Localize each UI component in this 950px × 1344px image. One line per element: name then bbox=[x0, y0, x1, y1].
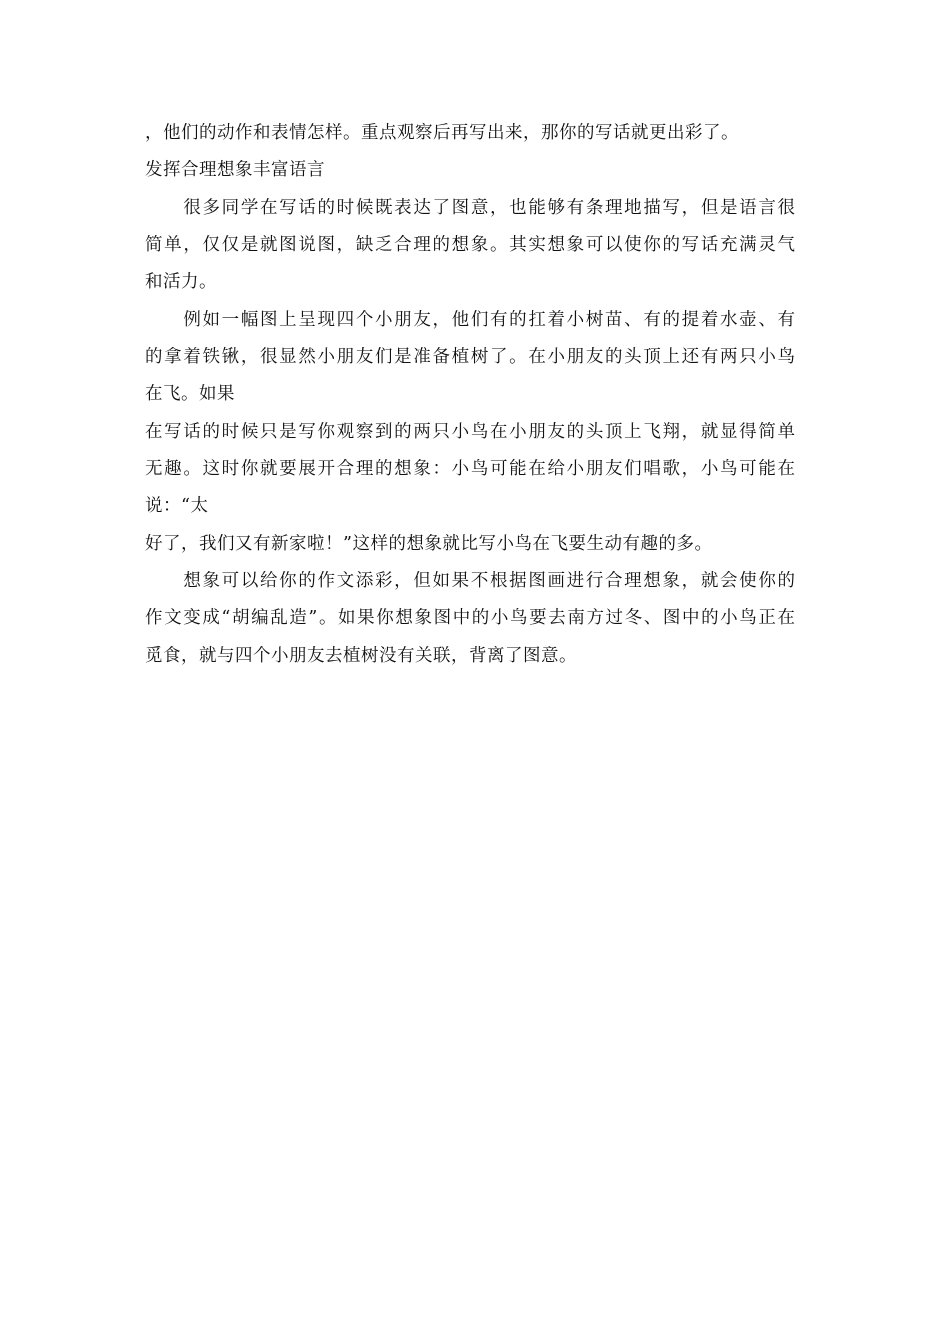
text-line: 作文变成“胡编乱造”。如果你想象图中的小鸟要去南方过冬、图中的小鸟正在 bbox=[145, 608, 795, 628]
text-line: 想象可以给你的作文添彩，但如果不根据图画进行合理想象，就会使你的 bbox=[145, 571, 795, 591]
text-line: 觅食，就与四个小朋友去植树没有关联，背离了图意。 bbox=[145, 646, 577, 666]
text-line: 在飞。如果 bbox=[145, 384, 235, 404]
text-line: 例如一幅图上呈现四个小朋友，他们有的扛着小树苗、有的提着水壶、有 bbox=[145, 310, 795, 330]
text-line: 简单，仅仅是就图说图，缺乏合理的想象。其实想象可以使你的写话充满灵气 bbox=[145, 235, 795, 255]
text-line: 和活力。 bbox=[145, 272, 217, 292]
text-line: 在写话的时候只是写你观察到的两只小鸟在小朋友的头顶上飞翔，就显得简单 bbox=[145, 422, 795, 442]
text-line: 的拿着铁锹，很显然小朋友们是准备植树了。在小朋友的头顶上还有两只小鸟 bbox=[145, 347, 795, 367]
text-line: 说：“太 bbox=[145, 496, 209, 516]
text-line: ，他们的动作和表情怎样。重点观察后再写出来，那你的写话就更出彩了。 bbox=[145, 123, 739, 143]
text-line: 很多同学在写话的时候既表达了图意，也能够有条理地描写，但是语言很 bbox=[145, 198, 795, 218]
text-line: 无趣。这时你就要展开合理的想象：小鸟可能在给小朋友们唱歌，小鸟可能在 bbox=[145, 459, 795, 479]
text-line: 好了，我们又有新家啦！”这样的想象就比写小鸟在飞要生动有趣的多。 bbox=[145, 534, 713, 554]
section-heading: 发挥合理想象丰富语言 bbox=[145, 160, 325, 180]
